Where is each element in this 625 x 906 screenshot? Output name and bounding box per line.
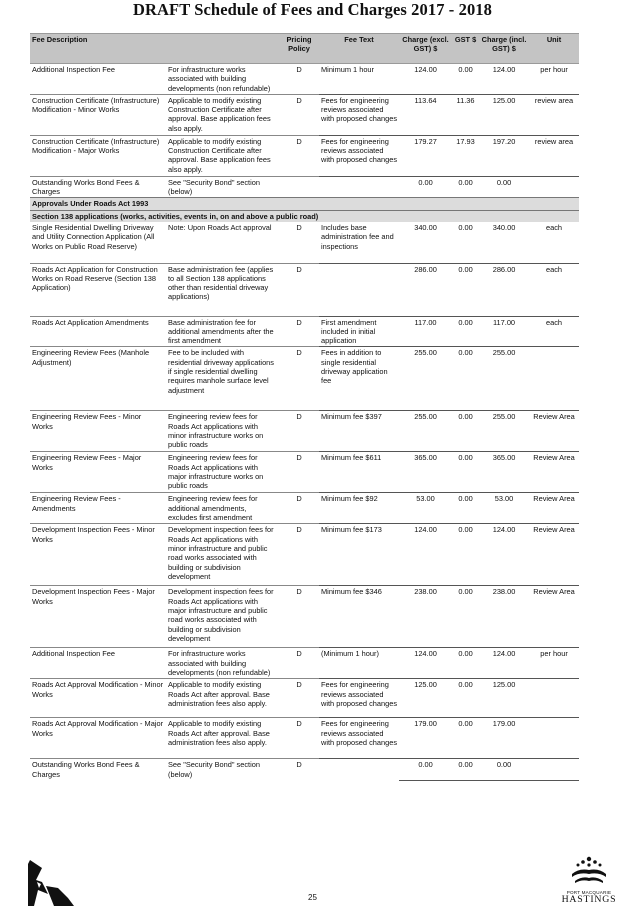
gst-amount: 0.00 [458, 65, 473, 74]
gst-amount: 0.00 [452, 524, 479, 586]
fee-note: Applicable to modify existing Roads Act after approval. Base administration fees also apply. [166, 718, 279, 759]
charge-excl-gst: 53.00 [399, 493, 452, 524]
fee-description: Development Inspection Fees - Minor Works [30, 524, 166, 586]
unit: per hour [540, 65, 568, 74]
fee-row [30, 135, 579, 176]
fee-row [30, 648, 579, 679]
header-gst: GST $ [452, 34, 479, 64]
pricing-policy: D [279, 316, 319, 347]
fee-description: Additional Inspection Fee [32, 65, 115, 74]
charge-incl-gst: 124.00 [479, 648, 529, 679]
charge-excl-gst: 340.00 [414, 223, 437, 233]
section-heading: Section 138 applications (works, activities, events in, on and above a public road) [30, 210, 579, 222]
gst-amount: 0.00 [452, 718, 479, 759]
charge-excl-gst: 255.00 [399, 411, 452, 452]
fee-text: Fees in addition to single residential driveway application fee [319, 347, 399, 411]
fee-text [319, 759, 399, 780]
fee-note: Development inspection fees for Roads Act applications with minor infrastructure and public road works associated with building or subdivision development [166, 524, 279, 586]
fee-note: Applicable to modify existing Construction Certificate after approval. Base application fees also apply. [166, 135, 279, 176]
fee-text: Fees for engineering reviews associated with proposed changes [319, 718, 399, 759]
fee-text [319, 176, 399, 198]
fee-row [30, 759, 579, 780]
fee-row [30, 524, 579, 586]
fee-row [30, 347, 579, 411]
fee-text: Includes base administration fee and inspections [321, 223, 394, 251]
pricing-policy: D [279, 524, 319, 586]
page-number: 25 [308, 893, 317, 902]
pricing-policy: D [279, 586, 319, 648]
gst-amount: 0.00 [452, 759, 479, 780]
fee-description: Roads Act Application for Construction Works on Road Reserve (Section 138 Application) [30, 263, 166, 316]
logo-subtitle: PORT MACQUARIE [566, 890, 612, 895]
fee-note: Base administration fee for additional amendments after the first amendment [166, 316, 279, 347]
unit [529, 679, 579, 718]
gst-amount: 0.00 [458, 223, 473, 233]
pricing-policy: D [279, 759, 319, 780]
gst-amount: 0.00 [452, 411, 479, 452]
unit: review area [529, 135, 579, 176]
charge-excl-gst: 113.64 [399, 94, 452, 135]
fee-text: Minimum 1 hour [321, 65, 374, 74]
unit [529, 176, 579, 198]
charge-incl-gst: 0.00 [479, 759, 529, 780]
charge-excl-gst: 0.00 [399, 759, 452, 780]
gst-amount: 0.00 [452, 176, 479, 198]
fee-description: Roads Act Approval Modification - Minor Works [30, 679, 166, 718]
section-heading-row [30, 210, 579, 222]
header-charge-incl-gst: Charge (incl. GST) $ [479, 34, 529, 64]
charge-excl-gst: 365.00 [399, 452, 452, 493]
charge-excl-gst: 125.00 [399, 679, 452, 718]
fee-note: Engineering review fees for Roads Act applications with minor infrastructure works on public roads [166, 411, 279, 452]
gst-amount: 0.00 [452, 452, 479, 493]
fee-note: Fee to be included with residential driveway applications if single residential dwelling requires manhole surface level adjustment [166, 347, 279, 411]
fee-text: (Minimum 1 hour) [319, 648, 399, 679]
pricing-policy: D [279, 94, 319, 135]
charge-excl-gst: 179.27 [399, 135, 452, 176]
charge-incl-gst: 340.00 [492, 223, 516, 233]
charge-excl-gst: 0.00 [399, 176, 452, 198]
logo-wordmark: HASTINGS [561, 894, 617, 905]
charge-incl-gst: 238.00 [479, 586, 529, 648]
fee-row [30, 718, 579, 759]
pricing-policy: D [296, 223, 302, 233]
fee-description: Construction Certificate (Infrastructure) Modification - Major Works [30, 135, 166, 176]
fee-text: Minimum fee $611 [319, 452, 399, 493]
charge-incl-gst: 255.00 [479, 411, 529, 452]
fee-note: For infrastructure works associated with building developments (non refundable) [168, 65, 271, 93]
fee-note: Note: Upon Roads Act approval [168, 223, 272, 233]
unit: review area [529, 94, 579, 135]
fee-text: Minimum fee $92 [319, 493, 399, 524]
unit: each [529, 263, 579, 316]
unit: Review Area [529, 524, 579, 586]
fee-note: Applicable to modify existing Roads Act after approval. Base administration fees also apply. [166, 679, 279, 718]
fee-row [30, 679, 579, 718]
fee-text: Fees for engineering reviews associated with proposed changes [319, 94, 399, 135]
fee-row [30, 176, 579, 198]
charge-excl-gst: 124.00 [414, 65, 437, 74]
gst-amount: 0.00 [452, 679, 479, 718]
fee-text [319, 263, 399, 316]
section-heading-row [30, 198, 579, 210]
fee-text: First amendment included in initial application [319, 316, 399, 347]
fee-text: Minimum fee $346 [319, 586, 399, 648]
charge-incl-gst: 53.00 [479, 493, 529, 524]
header-unit: Unit [529, 34, 579, 64]
fee-row [30, 94, 579, 135]
charge-excl-gst: 124.00 [399, 648, 452, 679]
unit: Review Area [529, 452, 579, 493]
gst-amount: 0.00 [452, 347, 479, 411]
header-charge-excl-gst: Charge (excl. GST) $ [399, 34, 452, 64]
fee-description: Roads Act Application Amendments [30, 316, 166, 347]
fee-description: Outstanding Works Bond Fees & Charges [30, 759, 166, 780]
document-title: DRAFT Schedule of Fees and Charges 2017 - 2018 [132, 0, 493, 19]
fee-description: Engineering Review Fees (Manhole Adjustment) [30, 347, 166, 411]
fee-row [30, 452, 579, 493]
charge-incl-gst: 286.00 [479, 263, 529, 316]
charge-excl-gst: 255.00 [399, 347, 452, 411]
fee-row [30, 316, 579, 347]
header-pricing-policy: Pricing Policy [279, 34, 319, 64]
fee-text: Fees for engineering reviews associated with proposed changes [319, 679, 399, 718]
charge-incl-gst: 365.00 [479, 452, 529, 493]
unit [529, 718, 579, 759]
charge-incl-gst: 255.00 [479, 347, 529, 411]
header-fee-description: Fee Description [30, 34, 279, 64]
fee-text: Minimum fee $173 [319, 524, 399, 586]
section-heading: Approvals Under Roads Act 1993 [30, 198, 579, 210]
fee-description: Engineering Review Fees - Major Works [30, 452, 166, 493]
fee-note: Engineering review fees for additional amendments, excludes first amendment [166, 493, 279, 524]
charge-excl-gst: 179.00 [399, 718, 452, 759]
charge-excl-gst: 286.00 [399, 263, 452, 316]
gst-amount: 0.00 [452, 263, 479, 316]
charge-incl-gst: 197.20 [479, 135, 529, 176]
pricing-policy: D [279, 648, 319, 679]
pricing-policy: D [279, 347, 319, 411]
fee-description: Construction Certificate (Infrastructure) Modification - Minor Works [30, 94, 166, 135]
fee-text: Minimum fee $397 [319, 411, 399, 452]
unit: per hour [529, 648, 579, 679]
unit [529, 347, 579, 411]
fee-note: Development inspection fees for Roads Act applications with major infrastructure and public road works associated with building or subdivision development [166, 586, 279, 648]
fee-note: Applicable to modify existing Construction Certificate after approval. Base application fees also apply. [166, 94, 279, 135]
gst-amount: 0.00 [452, 493, 479, 524]
fee-row [30, 586, 579, 648]
unit: each [546, 223, 563, 233]
unit: Review Area [529, 493, 579, 524]
pricing-policy: D [279, 679, 319, 718]
fee-description: Engineering Review Fees - Minor Works [30, 411, 166, 452]
charge-incl-gst: 125.00 [479, 94, 529, 135]
unit: each [529, 316, 579, 347]
fee-description: Additional Inspection Fee [30, 648, 166, 679]
gst-amount: 17.93 [452, 135, 479, 176]
header-fee-text: Fee Text [319, 34, 399, 64]
fee-description: Outstanding Works Bond Fees & Charges [30, 176, 166, 198]
fee-description: Single Residential Dwelling Driveway and Utility Connection Application (All Works on Public Road Reserve) [32, 223, 155, 251]
fees-table-body [30, 64, 579, 781]
gst-amount: 0.00 [452, 316, 479, 347]
fee-note: See "Security Bond" section (below) [166, 759, 279, 780]
unit: Review Area [529, 411, 579, 452]
fee-note: For infrastructure works associated with building developments (non refundable) [166, 648, 279, 679]
pricing-policy: D [279, 718, 319, 759]
fees-table [30, 33, 579, 781]
charge-incl-gst: 125.00 [479, 679, 529, 718]
fee-description: Engineering Review Fees - Amendments [30, 493, 166, 524]
unit: Review Area [529, 586, 579, 648]
table-header-row [30, 34, 579, 64]
pricing-policy: D [296, 65, 302, 74]
charge-excl-gst: 117.00 [399, 316, 452, 347]
fee-note: Engineering review fees for Roads Act applications with major infrastructure works on public roads [166, 452, 279, 493]
fee-description: Roads Act Approval Modification - Major Works [30, 718, 166, 759]
fee-row [30, 493, 579, 524]
council-emblem-icon [569, 856, 609, 884]
charge-incl-gst: 124.00 [479, 524, 529, 586]
fee-row [30, 263, 579, 316]
charge-incl-gst: 0.00 [479, 176, 529, 198]
pricing-policy: D [279, 493, 319, 524]
pricing-policy: D [279, 411, 319, 452]
pricing-policy: D [279, 452, 319, 493]
fee-row [30, 411, 579, 452]
pricing-policy: D [279, 263, 319, 316]
fee-row [30, 222, 579, 263]
pricing-policy [279, 176, 319, 198]
charge-incl-gst: 179.00 [479, 718, 529, 759]
fee-text: Fees for engineering reviews associated with proposed changes [319, 135, 399, 176]
unit [529, 759, 579, 780]
fee-note: See "Security Bond" section (below) [166, 176, 279, 198]
fee-row [30, 64, 579, 95]
charge-incl-gst: 124.00 [492, 65, 516, 74]
charge-incl-gst: 117.00 [479, 316, 529, 347]
fee-note: Base administration fee (applies to all Section 138 applications other than residential driveway applications) [166, 263, 279, 316]
gst-amount: 11.36 [452, 94, 479, 135]
fee-description: Development Inspection Fees - Major Works [30, 586, 166, 648]
gst-amount: 0.00 [452, 648, 479, 679]
charge-excl-gst: 238.00 [399, 586, 452, 648]
charge-excl-gst: 124.00 [399, 524, 452, 586]
gst-amount: 0.00 [452, 586, 479, 648]
pricing-policy: D [279, 135, 319, 176]
